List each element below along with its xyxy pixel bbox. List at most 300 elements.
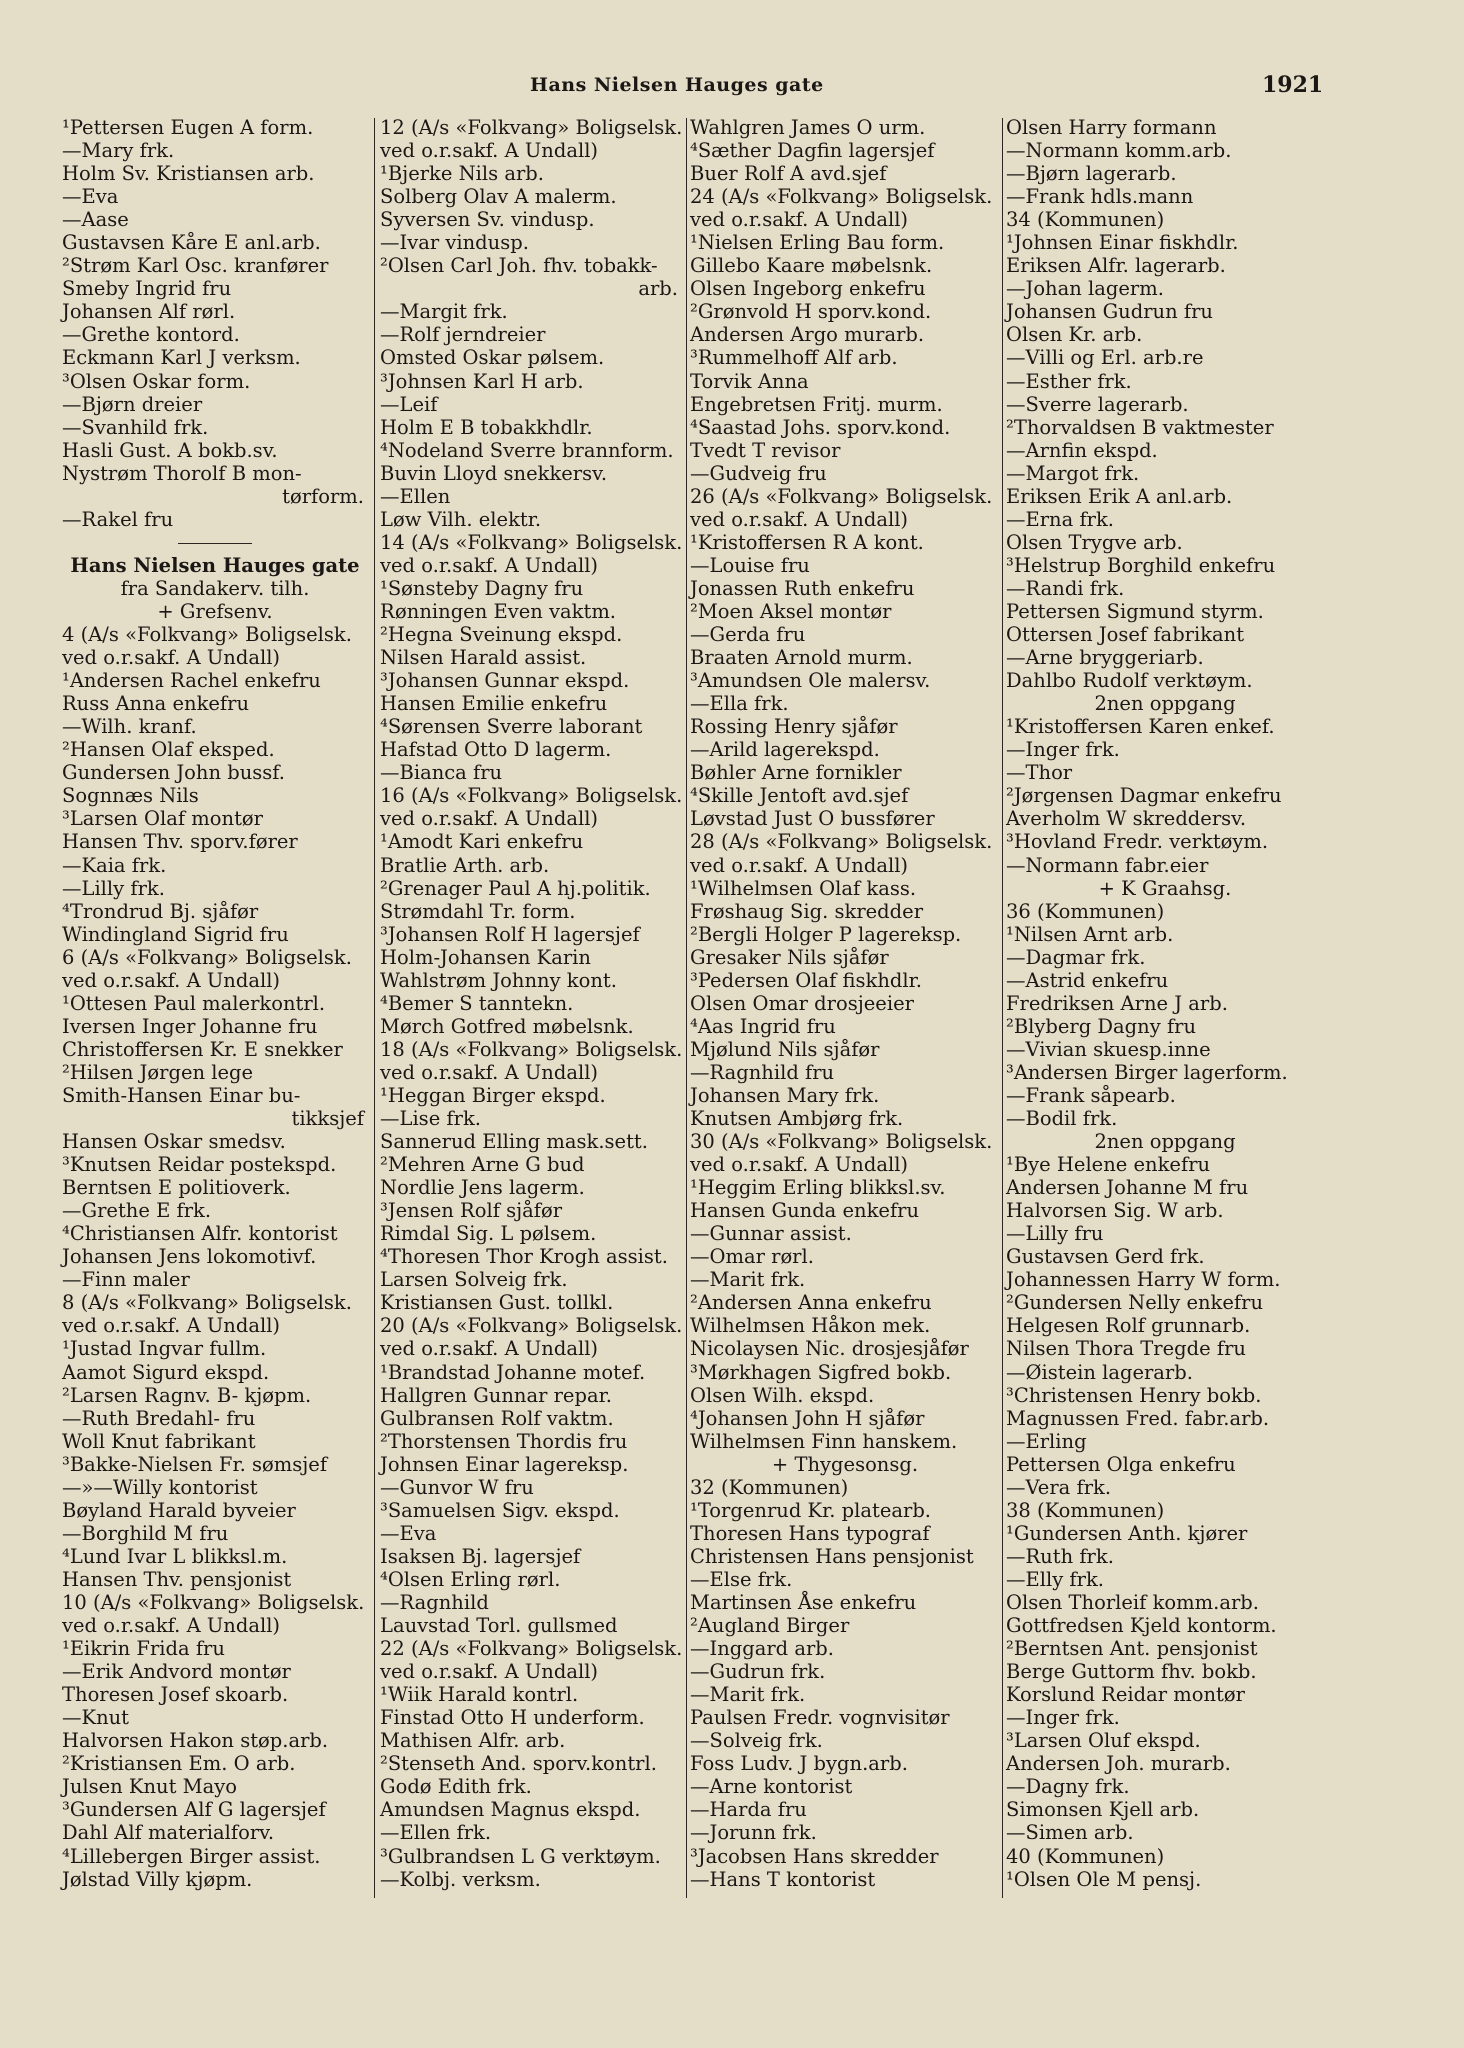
resident-entry: Paulsen Fredr. vognvisitør [690,1706,950,1730]
resident-entry: Mjølund Nils sjåfør [690,1037,880,1061]
resident-entry: Halvorsen Sig. W arb. [1006,1199,1224,1223]
resident-entry: Holm E B tobakkhdlr. [380,415,593,439]
resident-entry: Olsen Wilh. ekspd. [690,1383,875,1407]
resident-entry: —Svanhild frk. [62,415,209,439]
resident-entry: ¹Andersen Rachel enkefru [62,669,321,693]
resident-entry: —Arild lagerekspd. [690,738,880,762]
resident-entry: arb. [638,277,678,301]
resident-entry: ³Johansen Gunnar ekspd. [380,669,630,693]
resident-entry: —Gudveig fru [690,461,827,485]
resident-entry: —Normann fabr.eier [1006,853,1209,877]
resident-entry: ²Gundersen Nelly enkefru [1006,1291,1264,1315]
resident-entry: ²Olsen Carl Joh. fhv. tobakk- [380,254,658,278]
resident-entry: Hafstad Otto D lagerm. [380,738,612,762]
resident-entry: Amundsen Magnus ekspd. [380,1798,641,1822]
resident-entry: ²Thorstensen Thordis fru [380,1429,628,1453]
house-number-heading: 26 (A/s «Folkvang» Boligselsk. [690,484,993,508]
resident-entry: Windingland Sigrid fru [62,922,289,946]
resident-entry: Rossing Henry sjåfør [690,715,898,739]
resident-entry: Olsen Kr. arb. [1006,323,1143,347]
resident-entry: —Astrid enkefru [1006,968,1169,992]
resident-entry: ved o.r.sakf. A Undall) [690,507,909,531]
resident-entry: Christensen Hans pensjonist [690,1544,974,1568]
resident-entry: ²Jørgensen Dagmar enkefru [1006,784,1282,808]
resident-entry: ¹Johnsen Einar fiskhdlr. [1006,231,1239,255]
resident-entry: —Ragnhild [380,1591,489,1614]
resident-entry: —Margit frk. [380,300,508,324]
resident-entry: ¹Torgenrud Kr. platearb. [690,1498,932,1522]
resident-entry: —Ruth frk. [1006,1544,1114,1568]
resident-entry: Engebretsen Fritj. murm. [690,392,943,416]
resident-entry: Nilsen Thora Tregde fru [1006,1337,1246,1361]
stairway-heading: 2nen oppgang [1094,1130,1236,1154]
resident-entry: ³Rummelhoff Alf arb. [690,346,898,370]
page-header [0,74,1464,108]
house-number-heading: 34 (Kommunen) [1006,208,1165,232]
resident-entry: Pettersen Olga enkefru [1006,1452,1236,1476]
resident-entry: Wilhelmsen Finn hanskem. [690,1429,958,1453]
resident-entry: Johansen Gudrun fru [1006,300,1213,324]
resident-entry: Hansen Emilie enkefru [380,692,608,716]
section-separator [62,531,368,554]
resident-entry: —Harda fru [690,1798,807,1822]
resident-entry: Solberg Olav A malerm. [380,185,617,209]
resident-entry: Wahlgren James O urm. [690,116,926,139]
column-divider [686,118,687,1898]
resident-entry: Johansen Alf rørl. [62,300,236,324]
resident-entry: —Gerda fru [690,623,806,647]
resident-entry: —Inger frk. [1006,738,1120,762]
resident-entry: Berge Guttorm fhv. bokb. [1006,1660,1257,1684]
resident-entry: —Arne bryggeriarb. [1006,646,1204,670]
resident-entry: ¹Olsen Ole M pensj. [1006,1867,1202,1891]
house-number-heading: 30 (A/s «Folkvang» Boligselsk. [690,1130,993,1154]
resident-entry: Averholm W skreddersv. [1006,807,1247,831]
resident-entry: —Bianca fru [380,761,503,785]
resident-entry: Hans Nielsen Hauges gate [70,553,360,577]
resident-entry: —Sverre lagerarb. [1006,392,1189,416]
house-number-heading: 22 (A/s «Folkvang» Boligselsk. [380,1637,683,1661]
resident-entry: Hansen Oskar smedsv. [62,1130,286,1154]
resident-entry: ¹Ottesen Paul malerkontrl. [62,991,326,1015]
resident-entry: ¹Amodt Kari enkefru [380,830,584,854]
resident-entry: Olsen Omar drosjeeier [690,991,914,1015]
resident-entry: ¹Bjerke Nils arb. [380,162,544,186]
resident-entry: —Øistein lagerarb. [1006,1360,1193,1384]
resident-entry: —Elly frk. [1006,1567,1104,1591]
house-number-heading: 40 (Kommunen) [1006,1844,1165,1868]
resident-entry: ⁴Aas Ingrid fru [690,1014,836,1038]
resident-entry: ²Grenager Paul A hj.politik. [380,876,651,900]
resident-entry: Foss Ludv. J bygn.arb. [690,1752,908,1776]
resident-entry: Nystrøm Thorolf B mon- [62,461,302,485]
resident-entry: ⁴Bemer S tanntekn. [380,991,574,1015]
street-title: Hans Nielsen Hauges gate [530,74,824,96]
resident-entry: ⁴Trondrud Bj. sjåfør [62,899,259,923]
resident-entry: Eriksen Alfr. lagerarb. [1006,254,1226,278]
resident-entry: ²Hegna Sveinung ekspd. [380,623,623,647]
resident-entry: ²Moen Aksel montør [690,599,892,623]
resident-entry: —Wilh. kranf. [62,715,197,739]
resident-entry: ¹Nilsen Arnt arb. [1006,922,1174,946]
resident-entry: ¹Wilhelmsen Olaf kass. [690,876,917,900]
resident-entry: —Ruth Bredahl- fru [62,1406,256,1430]
resident-entry: ³Mørkhagen Sigfred bokb. [690,1360,952,1384]
resident-entry: Olsen Trygve arb. [1006,530,1183,554]
resident-entry: Woll Knut fabrikant [62,1429,256,1453]
resident-entry: fra Sandakerv. tilh. [120,576,310,600]
resident-entry: ¹Nielsen Erling Bau form. [690,231,945,255]
resident-entry: Olsen Thorleif komm.arb. [1006,1591,1259,1614]
resident-entry: Godø Edith frk. [380,1775,532,1799]
resident-entry: —Rolf jerndreier [380,323,546,347]
resident-entry: —Borghild M fru [62,1521,229,1545]
resident-entry: ¹Eikrin Frida fru [62,1637,225,1661]
resident-entry: —Normann komm.arb. [1006,139,1232,163]
resident-entry: Larsen Solveig frk. [380,1268,568,1292]
resident-entry: ³Olsen Oskar form. [62,369,251,393]
resident-entry: Dahl Alf materialforv. [62,1821,275,1845]
resident-entry: ved o.r.sakf. A Undall) [380,807,599,831]
resident-entry: Bøhler Arne fornikler [690,761,902,785]
resident-entry: Julsen Knut Mayo [62,1775,237,1799]
resident-entry: —Leif [380,392,438,416]
directory-column-3 [690,116,1000,2016]
resident-entry: ved o.r.sakf. A Undall) [380,139,599,163]
resident-entry: Iversen Inger Johanne fru [62,1014,318,1038]
resident-entry: Omsted Oskar pølsem. [380,346,605,370]
resident-entry: —Solveig frk. [690,1729,823,1753]
resident-entry: Mathisen Alfr. arb. [380,1729,566,1753]
house-number-heading: 38 (Kommunen) [1006,1498,1165,1522]
resident-entry: —Margot frk. [1006,461,1140,485]
house-number-heading: 16 (A/s «Folkvang» Boligselsk. [380,784,683,808]
resident-entry: —Marit frk. [690,1683,806,1707]
resident-entry: ²Bergli Holger P lagereksp. [690,922,962,946]
house-number-heading: 8 (A/s «Folkvang» Boligselsk. [62,1291,352,1315]
resident-entry: ³Helstrup Borghild enkefru [1006,553,1276,577]
resident-entry: Johnsen Einar lagereksp. [380,1452,629,1476]
page-number: 1921 [1262,72,1324,98]
resident-entry: Buer Rolf A avd.sjef [690,162,887,186]
cross-street-marker: + K Graahsg. [1098,876,1232,900]
house-number-heading: 18 (A/s «Folkvang» Boligselsk. [380,1037,683,1061]
resident-entry: —Marit frk. [690,1268,806,1292]
resident-entry: Gillebo Kaare møbelsnk. [690,254,933,278]
resident-entry: ³Larsen Olaf montør [62,807,263,831]
resident-entry: —Hans T kontorist [690,1867,876,1891]
resident-entry: ²Stenseth And. sporv.kontrl. [380,1752,657,1776]
resident-entry: —Omar rørl. [690,1245,814,1269]
resident-entry: Smeby Ingrid fru [62,277,232,301]
resident-entry: Olsen Harry formann [1006,116,1217,139]
resident-entry: —Lilly frk. [62,876,165,900]
resident-entry: Finstad Otto H underform. [380,1706,645,1730]
resident-entry: Nicolaysen Nic. drosjesjåfør [690,1337,969,1361]
resident-entry: ²Blyberg Dagny fru [1006,1014,1197,1038]
resident-entry: —Louise fru [690,553,810,577]
resident-entry: —Bjørn dreier [62,392,203,416]
resident-entry: Bøyland Harald byveier [62,1498,296,1522]
resident-entry: —Esther frk. [1006,369,1132,393]
resident-entry: ³Bakke-Nielsen Fr. sømsjef [62,1452,328,1476]
resident-entry: —Gunvor W fru [380,1475,534,1499]
resident-entry: Wahlstrøm Johnny kont. [380,968,617,992]
resident-entry: ³Samuelsen Sigv. ekspd. [380,1498,620,1522]
resident-entry: —Ivar vindusp. [380,231,529,255]
resident-entry: Smith-Hansen Einar bu- [62,1083,301,1107]
resident-entry: —Ellen frk. [380,1821,492,1845]
resident-entry: Johannessen Harry W form. [1006,1268,1281,1292]
resident-entry: Andersen Johanne M fru [1006,1176,1249,1200]
resident-entry: ³Larsen Oluf ekspd. [1006,1729,1201,1753]
resident-entry: Holm Sv. Kristiansen arb. [62,162,315,186]
resident-entry: —Ragnhild fru [690,1060,835,1084]
resident-entry: —Dagny frk. [1006,1775,1130,1799]
cross-street-marker: + Thygesonsg. [771,1452,919,1476]
resident-entry: Tvedt T revisor [690,438,841,462]
house-number-heading: 24 (A/s «Folkvang» Boligselsk. [690,185,993,209]
resident-entry: —Arnfin ekspd. [1006,438,1158,462]
resident-entry: Thoresen Josef skoarb. [62,1683,289,1707]
resident-entry: Olsen Ingeborg enkefru [690,277,926,301]
resident-entry: Fredriksen Arne J arb. [1006,991,1228,1015]
resident-entry: Simonsen Kjell arb. [1006,1798,1200,1822]
resident-entry: ²Grønvold H sporv.kond. [690,300,932,324]
resident-entry: ³Amundsen Ole malersv. [690,669,931,693]
house-number-heading: 12 (A/s «Folkvang» Boligselsk. [380,116,683,139]
resident-entry: ⁴Olsen Erling rørl. [380,1567,561,1591]
resident-entry: Gustavsen Gerd frk. [1006,1245,1205,1269]
house-number-heading: 36 (Kommunen) [1006,899,1165,923]
resident-entry: Martinsen Åse enkefru [690,1591,917,1614]
resident-entry: ²Strøm Karl Osc. kranfører [62,254,329,278]
resident-entry: Aamot Sigurd ekspd. [62,1360,270,1384]
resident-entry: Jonassen Ruth enkefru [690,576,915,600]
resident-entry: ⁴Sæther Dagfin lagersjef [690,139,935,163]
resident-entry: —Erling [1006,1429,1087,1453]
resident-entry: Kristiansen Gust. tollkl. [380,1291,614,1315]
resident-entry: ³Jensen Rolf sjåfør [380,1199,563,1223]
resident-entry: ⁴Saastad Johs. sporv.kond. [690,415,951,439]
resident-entry: Gottfredsen Kjeld kontorm. [1006,1614,1277,1638]
resident-entry: Hasli Gust. A bokb.sv. [62,438,278,462]
resident-entry: Isaksen Bj. lagersjef [380,1544,581,1568]
resident-entry: ²Mehren Arne G bud [380,1153,585,1177]
resident-entry: —Grethe E frk. [62,1199,212,1223]
resident-entry: Syversen Sv. vindusp. [380,208,595,232]
resident-entry: ⁴Skille Jentoft avd.sjef [690,784,909,808]
column-divider [374,118,375,1898]
resident-entry: Pettersen Sigmund styrm. [1006,599,1264,623]
resident-entry: Holm-Johansen Karin [380,945,591,969]
resident-entry: Buvin Lloyd snekkersv. [380,461,608,485]
directory-column-1 [62,116,368,2016]
resident-entry: Frøshaug Sig. skredder [690,899,924,923]
resident-entry: —Grethe kontord. [62,323,240,347]
resident-entry: Lauvstad Torl. gullsmed [380,1614,618,1638]
house-number-heading: 14 (A/s «Folkvang» Boligselsk. [380,530,683,554]
resident-entry: Andersen Argo murarb. [690,323,925,347]
house-number-heading: 20 (A/s «Folkvang» Boligselsk. [380,1314,683,1338]
resident-entry: Løvstad Just O bussfører [690,807,935,831]
resident-entry: Wilhelmsen Håkon mek. [690,1314,931,1338]
resident-entry: ²Augland Birger [690,1614,850,1638]
stairway-heading: 2nen oppgang [1094,692,1236,716]
resident-entry: ²Thorvaldsen B vaktmester [1006,415,1274,439]
resident-entry: —Vivian skuesp.inne [1006,1037,1211,1061]
resident-entry: —Finn maler [62,1268,190,1292]
resident-entry: Ottersen Josef fabrikant [1006,623,1245,647]
resident-entry: ⁴Johansen John H sjåfør [690,1406,925,1430]
resident-entry: Hansen Thv. sporv.fører [62,830,298,854]
resident-entry: ved o.r.sakf. A Undall) [62,646,281,670]
resident-entry: ³Jacobsen Hans skredder [690,1844,939,1868]
resident-entry: —Kolbj. verksm. [380,1867,541,1891]
resident-entry: —Bjørn lagerarb. [1006,162,1177,186]
resident-entry: Løw Vilh. elektr. [380,507,542,531]
resident-entry: Gulbransen Rolf vaktm. [380,1406,614,1430]
resident-entry: Christoffersen Kr. E snekker [62,1037,343,1061]
resident-entry: ¹Brandstad Johanne motef. [380,1360,646,1384]
resident-entry: —Aase [62,208,129,232]
resident-entry: Bratlie Arth. arb. [380,853,550,877]
cross-street-marker: + Grefsenv. [157,599,273,623]
resident-entry: ³Andersen Birger lagerform. [1006,1060,1288,1084]
house-number-heading: 10 (A/s «Folkvang» Boligselsk. [62,1591,365,1614]
directory-column-4 [1006,116,1324,2016]
resident-entry: ¹Kristoffersen Karen enkef. [1006,715,1275,739]
resident-entry: tørform. [282,484,364,508]
resident-entry: tikksjef [291,1107,364,1131]
resident-entry: ¹Gundersen Anth. kjører [1006,1521,1248,1545]
resident-entry: Thoresen Hans typograf [690,1521,930,1545]
resident-entry: —Johan lagerm. [1006,277,1164,301]
resident-entry: Eckmann Karl J verksm. [62,346,301,370]
resident-entry: —Gudrun frk. [690,1660,826,1684]
resident-entry: Rønningen Even vaktm. [380,599,617,623]
resident-entry: ved o.r.sakf. A Undall) [380,1660,599,1684]
resident-entry: —»—Willy kontorist [62,1475,258,1499]
resident-entry: ³Gundersen Alf G lagersjef [62,1798,326,1822]
resident-entry: ⁴Lund Ivar L blikksl.m. [62,1544,288,1568]
resident-entry: ⁴Nodeland Sverre brannform. [380,438,674,462]
resident-entry: ⁴Sørensen Sverre laborant [380,715,643,739]
resident-entry: Mørch Gotfred møbelsnk. [380,1014,634,1038]
resident-entry: ²Larsen Ragnv. B- kjøpm. [62,1383,312,1407]
resident-entry: Johansen Jens lokomotivf. [62,1245,317,1269]
resident-entry: ³Gulbrandsen L G verktøym. [380,1844,661,1868]
resident-entry: ¹Justad Ingvar fullm. [62,1337,267,1361]
column-divider [1002,118,1003,1898]
resident-entry: —Frank såpearb. [1006,1083,1176,1107]
resident-entry: Helgesen Rolf grunnarb. [1006,1314,1251,1338]
resident-entry: —Lise frk. [380,1107,481,1131]
resident-entry: ¹Wiik Harald kontrl. [380,1683,579,1707]
resident-entry: ved o.r.sakf. A Undall) [380,553,599,577]
resident-entry: —Lilly fru [1006,1222,1104,1246]
resident-entry: Andersen Joh. murarb. [1006,1752,1231,1776]
resident-entry: ³Pedersen Olaf fiskhdlr. [690,968,923,992]
resident-entry: ¹Pettersen Eugen A form. [62,116,314,139]
resident-entry: ²Berntsen Ant. pensjonist [1006,1637,1258,1661]
resident-entry: Braaten Arnold murm. [690,646,913,670]
resident-entry: ³Christensen Henry bokb. [1006,1383,1262,1407]
resident-entry: —Dagmar frk. [1006,945,1146,969]
resident-entry: Nilsen Harald assist. [380,646,587,670]
resident-entry: ¹Kristoffersen R A kont. [690,530,924,554]
resident-entry: Jølstad Villy kjøpm. [62,1867,253,1891]
resident-entry: —Randi frk. [1006,576,1125,600]
resident-entry: —Arne kontorist [690,1775,853,1799]
resident-entry: —Kaia frk. [62,853,167,877]
resident-entry: Hansen Thv. pensjonist [62,1567,292,1591]
resident-entry: ¹Bye Helene enkefru [1006,1153,1211,1177]
resident-entry: Magnussen Fred. fabr.arb. [1006,1406,1270,1430]
resident-entry: Hansen Gunda enkefru [690,1199,920,1223]
resident-entry: —Else frk. [690,1567,793,1591]
resident-entry: —Gunnar assist. [690,1222,852,1246]
resident-entry: —Simen arb. [1006,1821,1134,1845]
resident-entry: Strømdahl Tr. form. [380,899,576,923]
resident-entry: Gresaker Nils sjåfør [690,945,889,969]
resident-entry: Torvik Anna [690,369,809,393]
resident-entry: Halvorsen Hakon støp.arb. [62,1729,329,1753]
resident-entry: ved o.r.sakf. A Undall) [62,968,281,992]
resident-entry: Johansen Mary frk. [690,1083,880,1107]
resident-entry: ⁴Lillebergen Birger assist. [62,1844,321,1868]
resident-entry: Dahlbo Rudolf verktøym. [1006,669,1253,693]
resident-entry: ²Kristiansen Em. O arb. [62,1752,296,1776]
resident-entry: ²Hilsen Jørgen lege [62,1060,254,1084]
resident-entry: ved o.r.sakf. A Undall) [380,1060,599,1084]
resident-entry: Gundersen John bussf. [62,761,285,785]
resident-entry: ved o.r.sakf. A Undall) [690,853,909,877]
resident-entry: ved o.r.sakf. A Undall) [690,208,909,232]
resident-entry: Hallgren Gunnar repar. [380,1383,612,1407]
resident-entry: Sannerud Elling mask.sett. [380,1130,648,1154]
resident-entry: —Villi og Erl. arb.re [1006,346,1204,370]
resident-entry: —Erik Andvord montør [62,1660,291,1684]
resident-entry: —Rakel fru [62,507,174,531]
resident-entry: ved o.r.sakf. A Undall) [380,1337,599,1361]
resident-entry: Nordlie Jens lagerm. [380,1176,585,1200]
resident-entry: ved o.r.sakf. A Undall) [690,1153,909,1177]
resident-entry: Berntsen E politioverk. [62,1176,291,1200]
resident-entry: ³Hovland Fredr. verktøym. [1006,830,1269,854]
resident-entry: —Vera frk. [1006,1475,1112,1499]
resident-entry: Knutsen Ambjørg frk. [690,1107,904,1131]
resident-entry: —Bodil frk. [1006,1107,1118,1131]
resident-entry: Korslund Reidar montør [1006,1683,1245,1707]
resident-entry: —Frank hdls.mann [1006,185,1194,209]
house-number-heading: 32 (Kommunen) [690,1475,849,1499]
resident-entry: —Erna frk. [1006,507,1114,531]
resident-entry: ³Knutsen Reidar postekspd. [62,1153,337,1177]
resident-entry: ³Johnsen Karl H arb. [380,369,584,393]
resident-entry: —Eva [62,185,119,209]
resident-entry: —Eva [380,1521,437,1545]
resident-entry: Russ Anna enkefru [62,692,250,716]
resident-entry: —Knut [62,1706,130,1730]
resident-entry: ²Andersen Anna enkefru [690,1291,932,1315]
resident-entry: —Mary frk. [62,139,175,163]
resident-entry: Eriksen Erik A anl.arb. [1006,484,1233,508]
resident-entry: —Ellen [380,484,451,508]
resident-entry: Rimdal Sig. L pølsem. [380,1222,597,1246]
resident-entry: —Thor [1006,761,1073,785]
resident-entry: —Jorunn frk. [690,1821,817,1845]
